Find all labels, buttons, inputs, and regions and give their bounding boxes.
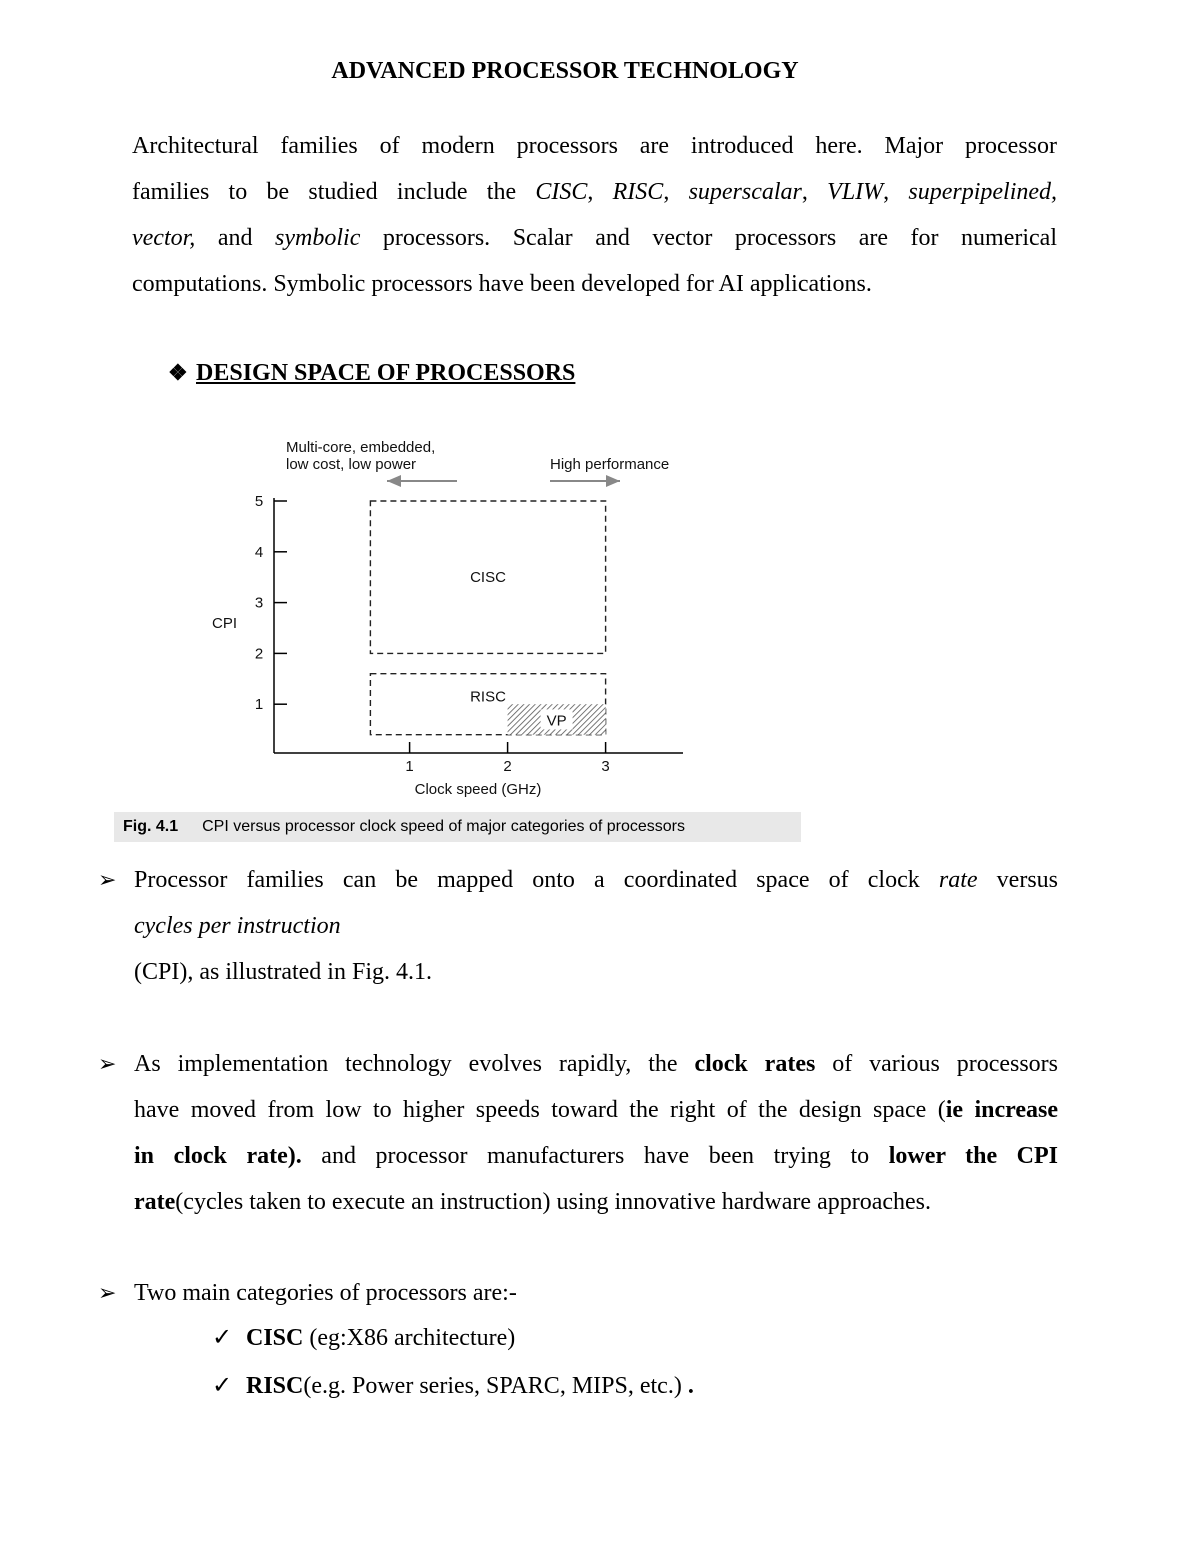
bullet-1-line-1: Processor families can be mapped onto a coordinated space of clock rate versus	[134, 867, 1059, 893]
check-icon: ✓	[212, 1325, 233, 1351]
x-ticks	[405, 742, 609, 775]
term-superpipelined: superpipelined,	[908, 179, 1058, 205]
y-tick-label-3: 3	[254, 594, 264, 612]
bullet-2-line-3: in clock rate). and processor manufacturers have been trying to lower the CPI	[134, 1143, 1058, 1169]
x-axis-label: Clock speed (GHz)	[414, 781, 542, 798]
section-heading	[168, 360, 575, 387]
x-tick-label-2: 2	[503, 758, 512, 775]
term-risc: RISC	[612, 179, 664, 205]
figure-caption	[114, 812, 801, 842]
diamond-bullet-icon: ❖	[168, 360, 188, 385]
region-cisc-label: CISC	[470, 569, 506, 587]
bullet-2-line-2: have moved from low to higher speeds toward the right of the design space (ie increase	[134, 1097, 1058, 1123]
intro-line-1: Architectural families of modern processors are introduced here. Major processor	[132, 133, 1057, 159]
y-tick-label-2: 2	[254, 645, 264, 663]
region-vp-label: VP	[546, 712, 567, 730]
term-vliw: VLIW	[827, 179, 884, 205]
left-annotation-line-1: Multi-core, embedded,	[286, 439, 436, 456]
y-tick-label-1: 1	[254, 696, 264, 714]
x-tick-label-3: 3	[601, 758, 610, 775]
x-tick-label-1: 1	[405, 758, 414, 775]
term-superscalar: superscalar	[688, 179, 802, 205]
intro-line-4: computations. Symbolic processors have been developed for AI applications.	[132, 271, 872, 297]
figure-caption-text: CPI versus processor clock speed of major categories of processors	[202, 818, 685, 835]
y-axis-label: CPI	[212, 615, 238, 632]
check-item-risc: ✓ RISC(e.g. Power series, SPARC, MIPS, etc.) .	[212, 1373, 694, 1399]
bullet-3	[98, 1270, 1058, 1316]
check-icon: ✓	[212, 1373, 233, 1399]
term-vector: vector,	[132, 225, 196, 251]
bullet-3-line-1: Two main categories of processors are:-	[134, 1280, 517, 1306]
page-title: ADVANCED PROCESSOR TECHNOLOGY	[331, 58, 799, 84]
figure-number: Fig. 4.1	[123, 818, 179, 835]
bullet-2	[98, 1041, 1058, 1225]
term-symbolic: symbolic	[275, 225, 361, 251]
y-ticks	[255, 493, 287, 713]
bullet-1	[98, 857, 1058, 995]
regions-layer	[370, 501, 605, 735]
cpi-vs-clock-diagram	[200, 430, 700, 810]
bullet-1-line-2: cycles per instruction	[134, 913, 341, 939]
intro-line-3: vector, and symbolic processors. Scalar and vector processors are for numerical	[132, 225, 1058, 251]
section-heading-text: DESIGN SPACE OF PROCESSORS	[196, 360, 576, 386]
check-item-cisc: ✓ CISC (eg:X86 architecture)	[212, 1325, 516, 1351]
y-tick-label-4: 4	[254, 543, 264, 561]
right-annotation: High performance	[550, 456, 670, 473]
arrow-bullet-icon: ➢	[98, 867, 117, 892]
y-tick-label-5: 5	[254, 493, 264, 510]
region-risc-label: RISC	[470, 688, 506, 706]
left-annotation-line-2: low cost, low power	[286, 456, 417, 473]
arrow-bullet-icon: ➢	[98, 1280, 117, 1305]
arrow-bullet-icon: ➢	[98, 1051, 117, 1076]
intro-paragraph	[132, 123, 1057, 307]
bullet-2-line-4: rate(cycles taken to execute an instruction) using innovative hardware approaches.	[134, 1189, 932, 1215]
bullet-2-line-1: As implementation technology evolves rapidly, the clock rates of various processors	[134, 1051, 1059, 1077]
intro-line-2: families to be studied include the CISC, RISC, superscalar, VLIW, superpipelined,	[132, 179, 1058, 205]
term-cisc: CISC	[535, 179, 588, 205]
bullet-1-line-3: (CPI), as illustrated in Fig. 4.1.	[134, 959, 432, 985]
